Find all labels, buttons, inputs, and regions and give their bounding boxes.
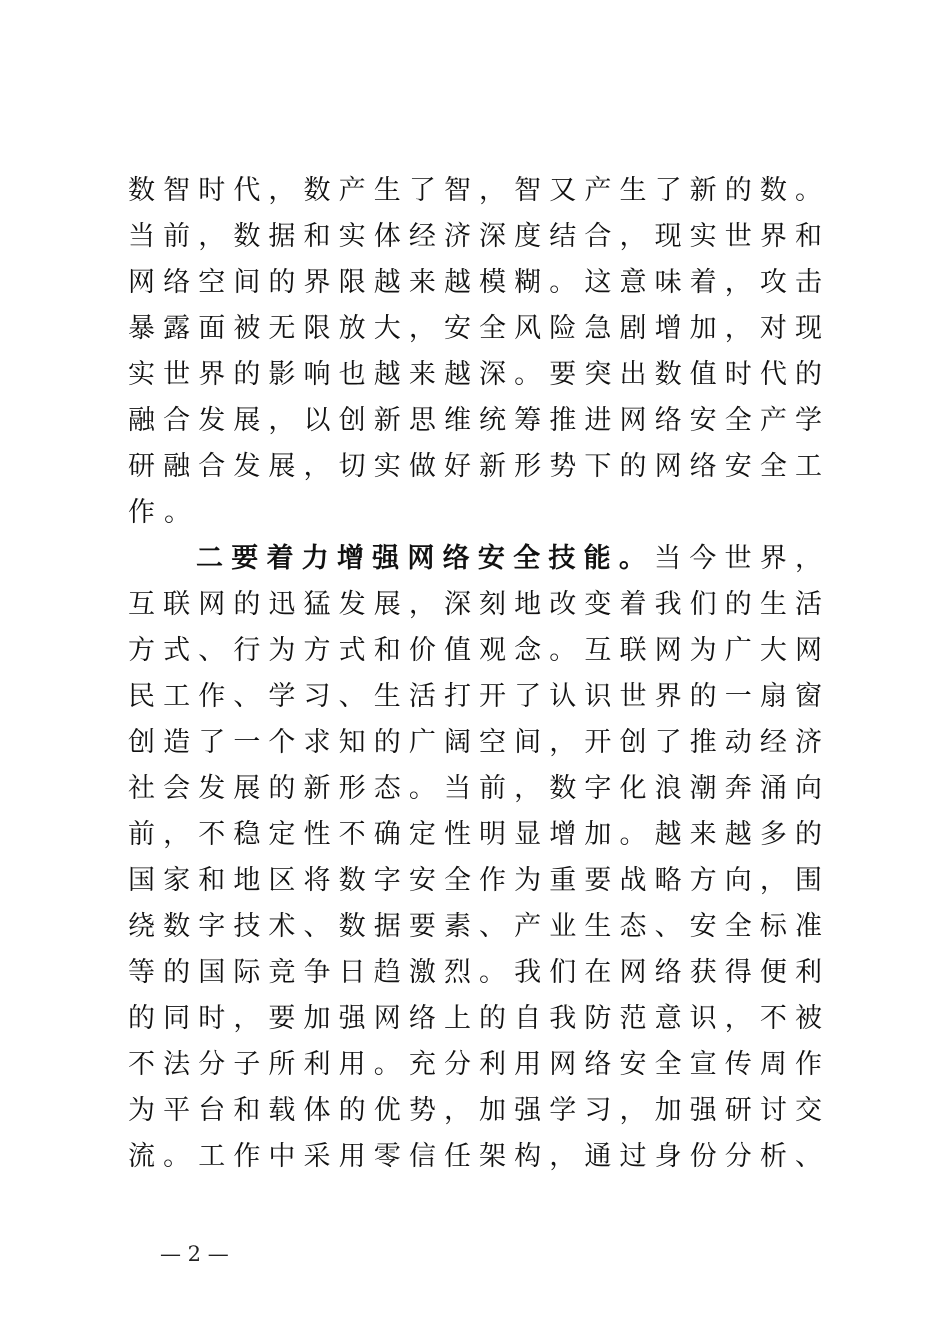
- text-line: 方式、行为方式和价值观念。互联网为广大网: [128, 635, 822, 666]
- section-heading: 二要着力增强网络安全技能。: [196, 543, 655, 574]
- text-line: 互联网的迅猛发展，深刻地改变着我们的生活: [128, 589, 822, 620]
- text-line: 等的国际竞争日趋激烈。我们在网络获得便利: [128, 957, 822, 988]
- text-line: 国家和地区将数字安全作为重要战略方向，围: [128, 865, 822, 896]
- text-line: 绕数字技术、数据要素、产业生态、安全标准: [128, 911, 822, 942]
- text-line: 不法分子所利用。充分利用网络安全宣传周作: [128, 1049, 822, 1080]
- text-line: 流。工作中采用零信任架构，通过身份分析、: [128, 1141, 822, 1172]
- body-text: [128, 168, 822, 1180]
- text-line: 前，不稳定性不确定性明显增加。越来越多的: [128, 819, 822, 850]
- text-line: 当前，数据和实体经济深度结合，现实世界和: [128, 221, 822, 252]
- text-line: 为平台和载体的优势，加强学习，加强研讨交: [128, 1095, 822, 1126]
- page-number: — 2 —: [160, 1242, 229, 1266]
- text-line: 实世界的影响也越来越深。要突出数值时代的: [128, 359, 822, 390]
- section-heading-continuation: 当今世界，: [654, 543, 823, 574]
- text-line: 民工作、学习、生活打开了认识世界的一扇窗: [128, 681, 822, 712]
- text-line: 数智时代，数产生了智，智又产生了新的数。: [128, 175, 822, 206]
- text-line: 研融合发展，切实做好新形势下的网络安全工: [128, 451, 822, 482]
- section-heading-line: [128, 536, 822, 582]
- text-line: 暴露面被无限放大，安全风险急剧增加，对现: [128, 313, 822, 344]
- text-line: 的同时，要加强网络上的自我防范意识，不被: [128, 1003, 822, 1034]
- text-line: 网络空间的界限越来越模糊。这意味着，攻击: [128, 267, 822, 298]
- text-line: 融合发展，以创新思维统筹推进网络安全产学: [128, 405, 822, 436]
- text-line: 创造了一个求知的广阔空间，开创了推动经济: [128, 727, 822, 758]
- text-line: 社会发展的新形态。当前，数字化浪潮奔涌向: [128, 773, 822, 804]
- text-line: 作。: [128, 497, 200, 528]
